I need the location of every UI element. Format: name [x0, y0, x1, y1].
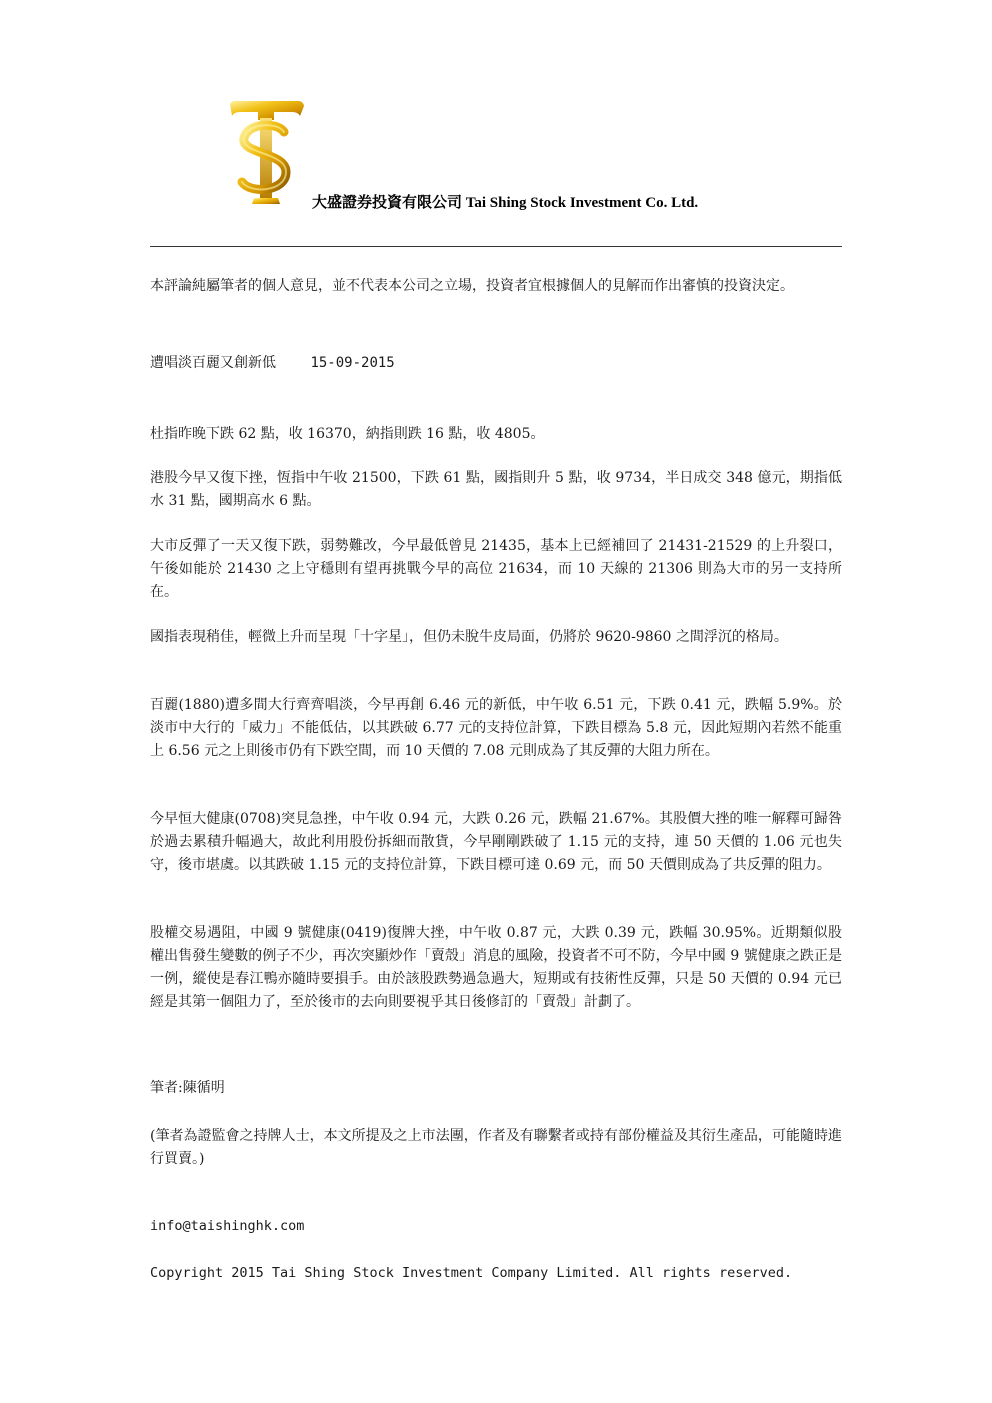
article-paragraph: 國指表現稍佳，輕微上升而呈現「十字星」，但仍未脫牛皮局面，仍將於 9620-9860 之間浮沉的格局。	[150, 629, 788, 645]
header-divider	[150, 246, 842, 247]
copyright-notice: Copyright 2015 Tai Shing Stock Investment Company Limited. All rights reserved.	[150, 1265, 793, 1281]
article-paragraph: 百麗(1880)遭多間大行齊齊唱淡，今早再創 6.46 元的新低，中午收 6.51 元，下跌 0.41 元，跌幅 5.9%。於淡市中大行的「威力」不能低估，以其跌破 6.77 元的支持位計算，下跌目標為 5.8 元，因此短期內若然不能重上 6.56 元之上則後市仍有下跌空間，而 10 天價的 7.08 元則成為了其反彈的大阻力所在。	[150, 697, 842, 759]
article-paragraph: 股權交易遇阻，中國 9 號健康(0419)復牌大挫，中午收 0.87 元，大跌 0.39 元，跌幅 30.95%。近期類似股權出售發生變數的例子不少，再次突顯炒作「賣殼」消息的風險，投資者不可不防，今早中國 9 號健康之跌正是一例，縱使是春江鴨亦隨時要損手。由於該股跌勢過急過大，短期或有技術性反彈，只是 50 天價的 0.94 元已經是其第一個阻力了，至於後市的去向則要視乎其日後修訂的「賣殼」計劃了。	[150, 925, 842, 1010]
author-line: 筆者:陳循明	[150, 1080, 225, 1096]
article-heading	[150, 352, 842, 375]
article-paragraph: 大市反彈了一天又復下跌，弱勢難改，今早最低曾見 21435，基本上已經補回了 21431-21529 的上升裂口，午後如能於 21430 之上守穩則有望再挑戰今早的高位 21634，而 10 天線的 21306 則為大市的另一支持所在。	[150, 538, 842, 600]
article-title: 遭唱淡百麗又創新低	[150, 355, 276, 371]
contact-email[interactable]: info@taishinghk.com	[150, 1218, 305, 1234]
disclaimer-text: 本評論純屬筆者的個人意見，並不代表本公司之立場，投資者宜根據個人的見解而作出審慎的投資決定。	[150, 278, 794, 294]
article-date: 15-09-2015	[310, 355, 395, 371]
article-paragraph: 杜指昨晚下跌 62 點，收 16370，納指則跌 16 點，收 4805。	[150, 426, 545, 442]
company-name: 大盛證券投資有限公司 Tai Shing Stock Investment Co. Ltd.	[312, 195, 699, 211]
company-logo	[226, 98, 306, 208]
article-paragraph: 今早恒大健康(0708)突見急挫，中午收 0.94 元，大跌 0.26 元，跌幅 21.67%。其股價大挫的唯一解釋可歸咎於過去累積升幅過大，故此利用股份拆細而散貨，今早剛剛跌破了 1.15 元的支持，連 50 天價的 1.06 元也失守，後市堪虞。以其跌破 1.15 元的支持位計算，下跌目標可達 0.69 元，而 50 天價則成為了共反彈的阻力。	[150, 811, 842, 873]
article-paragraph: 港股今早又復下挫，恆指中午收 21500，下跌 61 點，國指則升 5 點，收 9734，半日成交 348 億元，期指低水 31 點，國期高水 6 點。	[150, 470, 842, 509]
author-disclosure: (筆者為證監會之持牌人士，本文所提及之上市法團，作者及有聯繫者或持有部份權益及其衍生產品，可能隨時進行買賣。)	[150, 1128, 842, 1167]
